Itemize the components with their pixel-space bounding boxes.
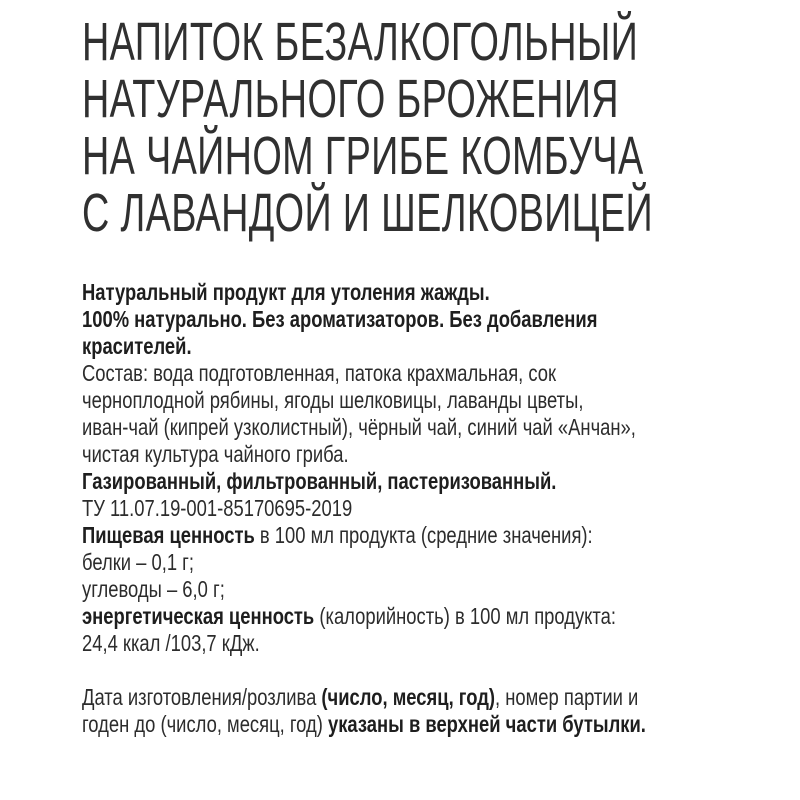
ingredients-label: Состав: [82,360,149,386]
date-note-text: Дата изготовления/розлива [82,684,322,710]
energy-value: 24,4 ккал /103,7 кДж. [82,630,260,656]
product-title [82,14,800,242]
claim-line: Натуральный продукт для утоления жажды. [82,279,490,305]
ingredients-line: черноплодной рябины, ягоды шелковицы, лаванды цветы, [82,387,584,413]
ingredients-line: иван-чай (кипрей узколистный), чёрный чай, синий чай «Анчан», [82,414,636,440]
processing-line: Газированный, фильтрованный, пастеризованный. [82,468,557,494]
energy-header [82,603,646,630]
ingredients-line: чистая культура чайного гриба. [82,441,349,467]
title-line: НА ЧАЙНОМ ГРИБЕ КОМБУЧА [82,126,644,186]
ingredients-text: вода подготовленная, патока крахмальная, сок [148,360,557,386]
nutrition-header [82,522,646,549]
claim-line: 100% натурально. Без ароматизаторов. Без добавления [82,306,598,332]
label-text [82,279,787,738]
nutrition-rest: в 100 мл продукта (средние значения): [254,522,593,548]
date-note-line [82,711,646,738]
title-line: С ЛАВАНДОЙ И ШЕЛКОВИЦЕЙ [82,183,654,243]
protein-line: белки – 0,1 г; [82,549,194,575]
date-note-bold: (число, месяц, год) [321,684,496,710]
standard-line: ТУ 11.07.19-001-85170695-2019 [82,495,353,521]
ingredients-line [82,360,646,387]
nutrition-label: Пищевая ценность [82,522,255,548]
title-line: НАПИТОК БЕЗАЛКОГОЛЬНЫЙ [82,12,639,72]
date-note-bold: указаны в верхней части бутылки. [327,711,646,737]
date-note-text: , номер партии и [495,684,639,710]
title-line: НАТУРАЛЬНОГО БРОЖЕНИЯ [82,69,619,129]
carbs-line: углеводы – 6,0 г; [82,576,225,602]
date-note-text: годен до (число, месяц, год) [82,711,328,737]
date-note-line [82,684,646,711]
energy-label: энергетическая ценность [82,603,315,629]
claim-line: красителей. [82,333,192,359]
energy-rest: (калорийность) в 100 мл продукта: [314,603,616,629]
